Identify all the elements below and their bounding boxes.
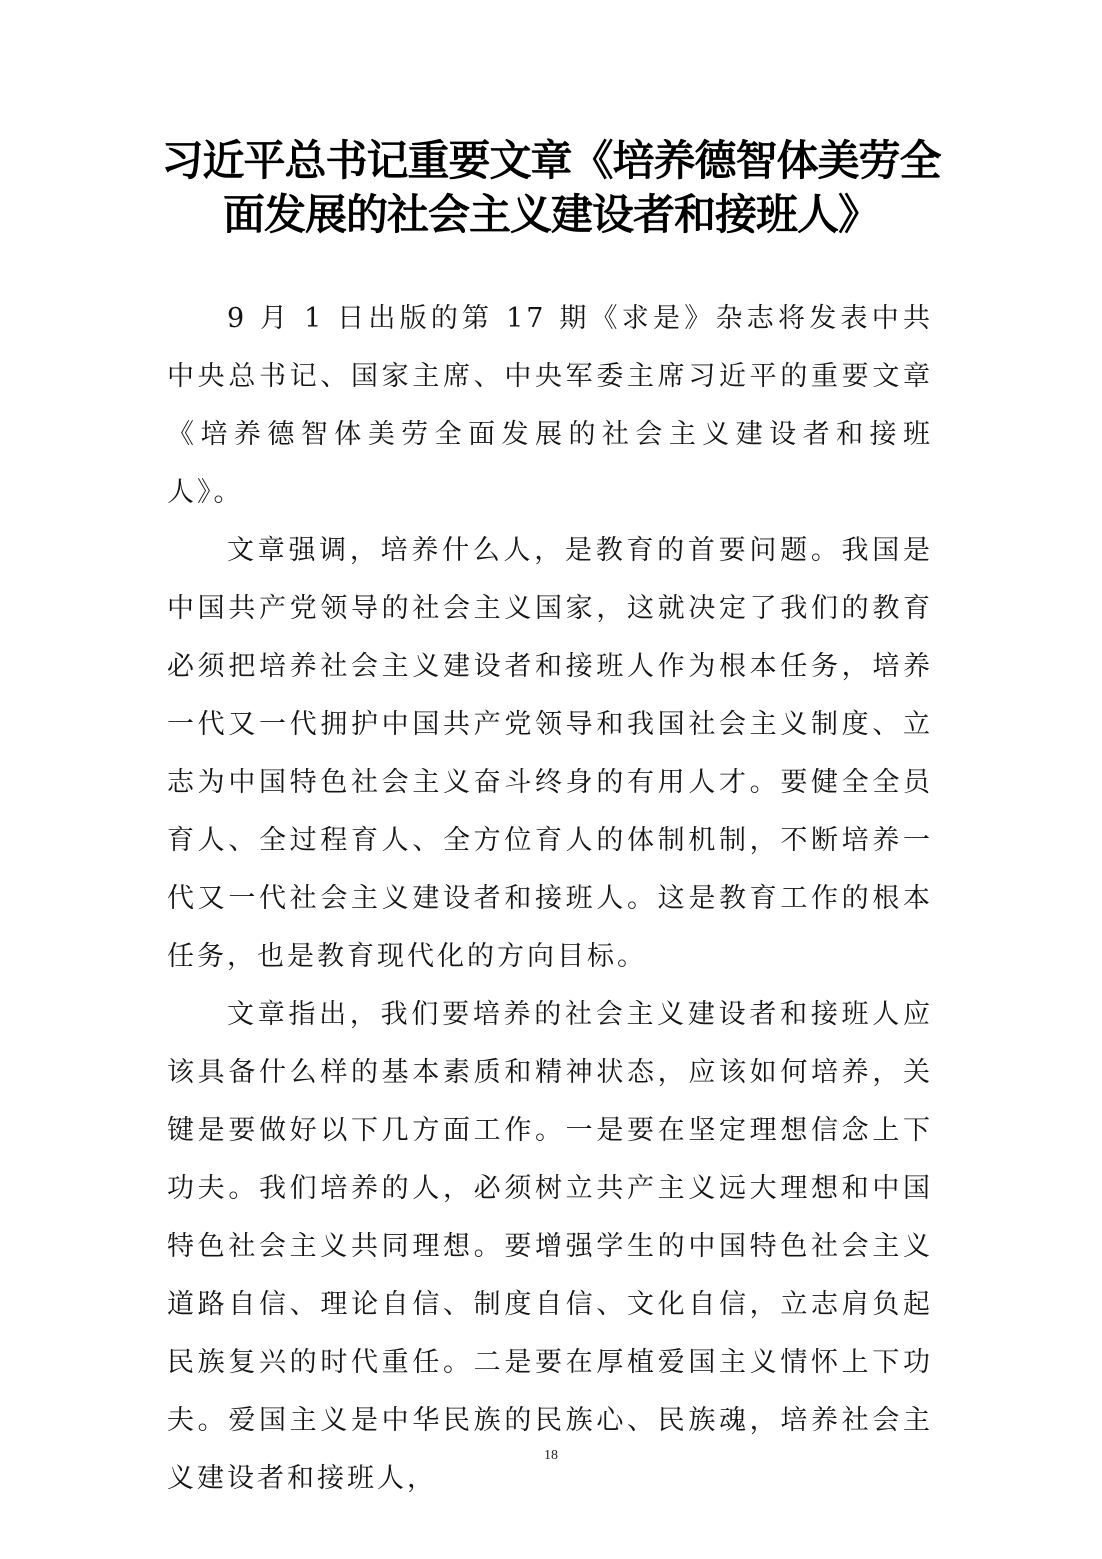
paragraph-1: 9 月 1 日出版的第 17 期《求是》杂志将发表中共中央总书记、国家主席、中央军委主席习近平的重要文章《培养德智体美劳全面发展的社会主义建设者和接班人》。	[167, 303, 933, 508]
article-title-line-1: 习近平总书记重要文章《培养德智体美劳全	[161, 136, 941, 185]
article-title-line-2: 面发展的社会主义建设者和接班人》	[222, 190, 879, 239]
article-body	[167, 290, 933, 1508]
paragraph-3: 文章指出，我们要培养的社会主义建设者和接班人应该具备什么样的基本素质和精神状态，应该如何培养，关键是要做好以下几方面工作。一是要在坚定理想信念上下功夫。我们培养的人，必须树立共产主义远大理想和中国特色社会主义共同理想。要增强学生的中国特色社会主义道路自信、理论自信、制度自信、文化自信，立志肩负起民族复兴的时代重任。二是要在厚植爱国主义情怀上下功夫。爱国主义是中华民族的民族心、民族魂，培养社会主义建设者和接班人，	[167, 999, 933, 1494]
article-title	[150, 134, 952, 242]
page-number: 18	[544, 1448, 558, 1463]
paragraph-2: 文章强调，培养什么人，是教育的首要问题。我国是中国共产党领导的社会主义国家，这就决定了我们的教育必须把培养社会主义建设者和接班人作为根本任务，培养一代又一代拥护中国共产党领导和我国社会主义制度、立志为中国特色社会主义奋斗终身的有用人才。要健全全员育人、全过程育人、全方位育人的体制机制，不断培养一代又一代社会主义建设者和接班人。这是教育工作的根本任务，也是教育现代化的方向目标。	[167, 535, 933, 972]
